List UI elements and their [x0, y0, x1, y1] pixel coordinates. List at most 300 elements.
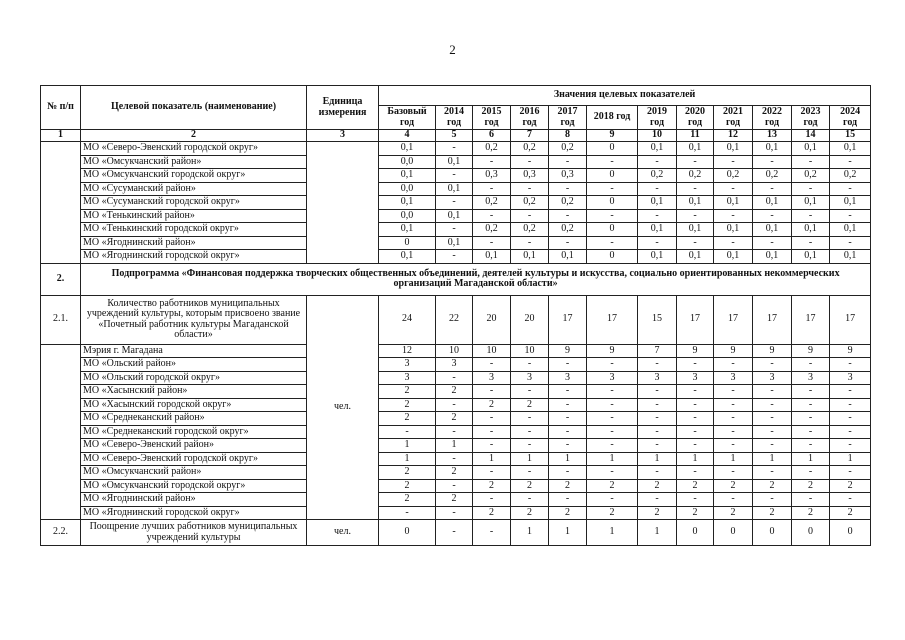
header-column-number: 14 [792, 130, 830, 142]
table-row [41, 358, 871, 372]
value-cell: 1 [549, 520, 587, 546]
value-cell: - [473, 236, 511, 250]
value-cell: - [677, 182, 714, 196]
value-cell: 0,1 [753, 223, 792, 237]
value-cell: 1 [379, 452, 436, 466]
value-cell: 0 [677, 520, 714, 546]
value-cell: 3 [714, 371, 753, 385]
header-year: 2015 год [473, 106, 511, 130]
value-cell: 2 [587, 506, 638, 520]
value-cell: 0,2 [677, 169, 714, 183]
value-cell: 0,1 [379, 250, 436, 264]
value-cell: 2 [753, 506, 792, 520]
value-cell: 2 [379, 466, 436, 480]
value-cell: - [792, 236, 830, 250]
value-cell: - [436, 169, 473, 183]
value-cell: 0,2 [473, 223, 511, 237]
value-cell: - [677, 358, 714, 372]
value-cell: - [677, 398, 714, 412]
value-cell: - [830, 155, 871, 169]
value-cell: 1 [379, 439, 436, 453]
municipality-name: МО «Омсукчанский городской округ» [81, 169, 307, 183]
value-cell: - [638, 182, 677, 196]
value-cell: 0,1 [511, 250, 549, 264]
table-row [41, 466, 871, 480]
value-cell: 0,3 [473, 169, 511, 183]
unit-cell: чел. [307, 295, 379, 520]
table-row [41, 344, 871, 358]
value-cell: - [436, 479, 473, 493]
page-number: 2 [449, 42, 456, 57]
value-cell: 0,1 [792, 223, 830, 237]
municipality-name: МО «Ягоднинский городской округ» [81, 250, 307, 264]
municipality-name: Мэрия г. Магадана [81, 344, 307, 358]
value-cell: 0,1 [714, 250, 753, 264]
value-cell: 2 [436, 493, 473, 507]
value-cell: - [677, 412, 714, 426]
indicator-number: 2.2. [41, 520, 81, 546]
value-cell: 0,1 [714, 142, 753, 156]
header-column-number: 1 [41, 130, 81, 142]
value-cell: - [714, 358, 753, 372]
value-cell: 0,1 [753, 196, 792, 210]
value-cell: 2 [830, 506, 871, 520]
header-year: 2016 год [511, 106, 549, 130]
value-cell: - [792, 155, 830, 169]
table-row [41, 209, 871, 223]
value-cell: 0,2 [473, 196, 511, 210]
value-cell: - [638, 385, 677, 399]
value-cell: - [549, 385, 587, 399]
value-cell: - [587, 466, 638, 480]
value-cell: 0,2 [473, 142, 511, 156]
table-row [41, 142, 871, 156]
value-cell: - [436, 142, 473, 156]
value-cell: 0 [379, 520, 436, 546]
value-cell: 0,1 [638, 142, 677, 156]
value-cell: - [436, 520, 473, 546]
value-cell: 0 [714, 520, 753, 546]
value-cell: - [638, 466, 677, 480]
table-row [41, 371, 871, 385]
value-cell: - [792, 439, 830, 453]
value-cell: - [714, 209, 753, 223]
municipality-name: МО «Ольский городской округ» [81, 371, 307, 385]
value-cell: 1 [587, 452, 638, 466]
value-cell: - [792, 358, 830, 372]
header-column-number: 10 [638, 130, 677, 142]
value-cell: 0,3 [549, 169, 587, 183]
indicator-number: 2.1. [41, 295, 81, 344]
value-cell: 0,1 [677, 250, 714, 264]
unit-cell [307, 142, 379, 264]
value-cell: 0,0 [379, 209, 436, 223]
value-cell: - [473, 425, 511, 439]
value-cell: - [830, 412, 871, 426]
value-cell: 0,2 [511, 142, 549, 156]
indicator-name: Поощрение лучших работников муниципальных учреждений культуры [81, 520, 307, 546]
table-row [41, 155, 871, 169]
value-cell: - [830, 398, 871, 412]
value-cell: - [549, 466, 587, 480]
value-cell: - [830, 439, 871, 453]
value-cell: 0,1 [436, 209, 473, 223]
value-cell: - [436, 250, 473, 264]
value-cell: - [587, 412, 638, 426]
value-cell: - [436, 425, 473, 439]
value-cell: - [587, 182, 638, 196]
value-cell: 0,2 [549, 223, 587, 237]
value-cell: 0 [379, 236, 436, 250]
value-cell: - [638, 412, 677, 426]
value-cell: 1 [511, 452, 549, 466]
municipality-name: МО «Тенькинский район» [81, 209, 307, 223]
value-cell: 0,1 [379, 196, 436, 210]
value-cell: - [714, 412, 753, 426]
value-cell: 0 [753, 520, 792, 546]
value-cell: 0,1 [549, 250, 587, 264]
header-indicator: Целевой показатель (наименование) [81, 86, 307, 130]
value-cell: - [677, 493, 714, 507]
value-cell: - [638, 493, 677, 507]
value-cell: - [677, 466, 714, 480]
value-cell: - [511, 466, 549, 480]
value-cell: - [792, 493, 830, 507]
value-cell: 1 [436, 439, 473, 453]
value-cell: 2 [677, 506, 714, 520]
value-cell: 0,1 [638, 196, 677, 210]
value-cell: - [436, 223, 473, 237]
value-cell: - [436, 398, 473, 412]
header-column-number: 4 [379, 130, 436, 142]
value-cell: 3 [511, 371, 549, 385]
value-cell: 2 [473, 479, 511, 493]
table-row [41, 452, 871, 466]
header-year: 2022 год [753, 106, 792, 130]
number-cell [41, 344, 81, 520]
value-cell: - [473, 358, 511, 372]
header-year: 2024 год [830, 106, 871, 130]
value-cell: 2 [379, 479, 436, 493]
value-cell: - [638, 155, 677, 169]
value-cell: 17 [714, 295, 753, 344]
value-cell: - [549, 493, 587, 507]
value-cell: - [511, 385, 549, 399]
value-cell: 2 [792, 479, 830, 493]
value-cell: - [830, 358, 871, 372]
value-cell: - [753, 209, 792, 223]
header-year: Базовый год [379, 106, 436, 130]
value-cell: 10 [473, 344, 511, 358]
value-cell: 9 [587, 344, 638, 358]
value-cell: - [379, 506, 436, 520]
header-column-number: 9 [587, 130, 638, 142]
subprogram-row [41, 263, 871, 295]
value-cell: - [473, 466, 511, 480]
header-year: 2018 год [587, 106, 638, 130]
value-cell: 2 [714, 479, 753, 493]
value-cell: - [714, 493, 753, 507]
value-cell: 0,1 [830, 250, 871, 264]
table-row [41, 196, 871, 210]
value-cell: 9 [792, 344, 830, 358]
value-cell: - [473, 155, 511, 169]
header-column-number: 11 [677, 130, 714, 142]
header-column-number: 6 [473, 130, 511, 142]
value-cell: 2 [638, 479, 677, 493]
value-cell: 0 [587, 196, 638, 210]
value-cell: - [511, 236, 549, 250]
header-column-number: 13 [753, 130, 792, 142]
value-cell: - [753, 493, 792, 507]
value-cell: 0,1 [714, 223, 753, 237]
header-column-number: 8 [549, 130, 587, 142]
value-cell: 1 [638, 452, 677, 466]
value-cell: 17 [830, 295, 871, 344]
value-cell: 1 [549, 452, 587, 466]
value-cell: 1 [587, 520, 638, 546]
value-cell: 3 [473, 371, 511, 385]
value-cell: - [792, 425, 830, 439]
unit-cell: чел. [307, 520, 379, 546]
value-cell: 2 [511, 398, 549, 412]
value-cell: - [549, 425, 587, 439]
header-column-number: 12 [714, 130, 753, 142]
value-cell: 0,1 [638, 223, 677, 237]
value-cell: - [714, 425, 753, 439]
value-cell: - [473, 520, 511, 546]
value-cell: - [436, 452, 473, 466]
value-cell: - [638, 236, 677, 250]
value-cell: - [473, 385, 511, 399]
table-row [41, 412, 871, 426]
value-cell: 2 [587, 479, 638, 493]
value-cell: 17 [753, 295, 792, 344]
municipality-name: МО «Ольский район» [81, 358, 307, 372]
value-cell: - [677, 425, 714, 439]
value-cell: 9 [677, 344, 714, 358]
value-cell: 0,1 [677, 196, 714, 210]
value-cell: - [753, 182, 792, 196]
value-cell: 0 [792, 520, 830, 546]
value-cell: - [587, 385, 638, 399]
municipality-name: МО «Хасынский район» [81, 385, 307, 399]
value-cell: 2 [436, 412, 473, 426]
value-cell: - [830, 385, 871, 399]
value-cell: 0 [587, 142, 638, 156]
table-row [41, 169, 871, 183]
value-cell: 0,1 [379, 223, 436, 237]
value-cell: 2 [549, 506, 587, 520]
header-year: 2023 год [792, 106, 830, 130]
value-cell: 0 [587, 250, 638, 264]
value-cell: - [549, 155, 587, 169]
value-cell: - [830, 209, 871, 223]
value-cell: 3 [830, 371, 871, 385]
value-cell: 3 [677, 371, 714, 385]
value-cell: 3 [549, 371, 587, 385]
value-cell: 1 [830, 452, 871, 466]
value-cell: 2 [436, 466, 473, 480]
value-cell: 17 [549, 295, 587, 344]
value-cell: 0,1 [436, 236, 473, 250]
value-cell: - [792, 209, 830, 223]
value-cell: 0,1 [473, 250, 511, 264]
value-cell: 0,1 [792, 196, 830, 210]
value-cell: 0,0 [379, 182, 436, 196]
value-cell: - [511, 425, 549, 439]
value-cell: 9 [549, 344, 587, 358]
value-cell: 20 [473, 295, 511, 344]
value-cell: - [511, 182, 549, 196]
value-cell: 0 [587, 223, 638, 237]
table-row [41, 223, 871, 237]
value-cell: - [792, 385, 830, 399]
value-cell: - [677, 385, 714, 399]
value-cell: 2 [549, 479, 587, 493]
value-cell: 1 [511, 520, 549, 546]
header-column-number: 2 [81, 130, 307, 142]
value-cell: - [638, 425, 677, 439]
value-cell: - [830, 182, 871, 196]
value-cell: - [436, 196, 473, 210]
value-cell: - [753, 155, 792, 169]
value-cell: 2 [830, 479, 871, 493]
value-cell: - [677, 209, 714, 223]
value-cell: - [511, 493, 549, 507]
value-cell: 9 [714, 344, 753, 358]
subprogram-title: Подпрограмма «Финансовая поддержка творческих общественных объединений, деятелей культуры и искусства, социально ориентированных некоммерческих организаций Магаданской области» [81, 263, 871, 295]
municipality-name: МО «Ягоднинский район» [81, 236, 307, 250]
municipality-name: МО «Ягоднинский район» [81, 493, 307, 507]
value-cell: 0,2 [638, 169, 677, 183]
value-cell: 2 [792, 506, 830, 520]
value-cell: - [549, 412, 587, 426]
value-cell: - [587, 493, 638, 507]
value-cell: - [549, 358, 587, 372]
value-cell: 0 [587, 169, 638, 183]
header-year: 2021 год [714, 106, 753, 130]
value-cell: 0,1 [379, 142, 436, 156]
value-cell: - [792, 466, 830, 480]
value-cell: 0,1 [714, 196, 753, 210]
value-cell: 22 [436, 295, 473, 344]
value-cell: - [830, 493, 871, 507]
value-cell: - [714, 385, 753, 399]
value-cell: - [511, 439, 549, 453]
value-cell: - [473, 412, 511, 426]
value-cell: 7 [638, 344, 677, 358]
value-cell: 3 [379, 371, 436, 385]
indicator-row [41, 520, 871, 546]
value-cell: - [587, 398, 638, 412]
value-cell: 20 [511, 295, 549, 344]
value-cell: 0,1 [638, 250, 677, 264]
value-cell: - [753, 425, 792, 439]
value-cell: 1 [792, 452, 830, 466]
value-cell: - [753, 439, 792, 453]
value-cell: - [714, 398, 753, 412]
value-cell: - [714, 439, 753, 453]
value-cell: 9 [753, 344, 792, 358]
value-cell: - [511, 358, 549, 372]
value-cell: 0,1 [753, 250, 792, 264]
value-cell: - [379, 425, 436, 439]
value-cell: 3 [638, 371, 677, 385]
value-cell: 0,1 [830, 223, 871, 237]
table-row [41, 182, 871, 196]
value-cell: 1 [638, 520, 677, 546]
value-cell: 2 [638, 506, 677, 520]
value-cell: - [549, 439, 587, 453]
value-cell: - [587, 439, 638, 453]
municipality-name: МО «Северо-Эвенский район» [81, 439, 307, 453]
value-cell: 0,1 [830, 196, 871, 210]
value-cell: 9 [830, 344, 871, 358]
value-cell: - [753, 466, 792, 480]
value-cell: - [511, 412, 549, 426]
value-cell: - [638, 439, 677, 453]
value-cell: - [473, 209, 511, 223]
value-cell: - [587, 209, 638, 223]
value-cell: 0,2 [549, 142, 587, 156]
header-column-number: 5 [436, 130, 473, 142]
value-cell: 2 [473, 506, 511, 520]
value-cell: 0,1 [753, 142, 792, 156]
header-year: 2019 год [638, 106, 677, 130]
value-cell: - [436, 371, 473, 385]
municipality-name: МО «Омсукчанский городской округ» [81, 479, 307, 493]
value-cell: 2 [677, 479, 714, 493]
value-cell: 2 [753, 479, 792, 493]
value-cell: - [830, 425, 871, 439]
table-row [41, 385, 871, 399]
value-cell: 0,1 [436, 182, 473, 196]
value-cell: 0,2 [792, 169, 830, 183]
value-cell: 1 [714, 452, 753, 466]
value-cell: 0,1 [830, 142, 871, 156]
header-column-number: 15 [830, 130, 871, 142]
value-cell: - [714, 182, 753, 196]
value-cell: 0,1 [436, 155, 473, 169]
value-cell: 0,3 [511, 169, 549, 183]
value-cell: 2 [511, 479, 549, 493]
value-cell: - [830, 466, 871, 480]
table-row [41, 493, 871, 507]
value-cell: 17 [792, 295, 830, 344]
indicators-table [40, 85, 871, 546]
value-cell: - [753, 412, 792, 426]
value-cell: 10 [436, 344, 473, 358]
value-cell: - [677, 155, 714, 169]
value-cell: 0,2 [549, 196, 587, 210]
municipality-name: МО «Хасынский городской округ» [81, 398, 307, 412]
value-cell: 0,1 [792, 142, 830, 156]
table-row [41, 479, 871, 493]
header-column-number: 3 [307, 130, 379, 142]
value-cell: 3 [753, 371, 792, 385]
value-cell: 3 [436, 358, 473, 372]
value-cell: - [677, 439, 714, 453]
table-row [41, 425, 871, 439]
header-unit: Единица измерения [307, 86, 379, 130]
value-cell: 0,2 [511, 196, 549, 210]
value-cell: 3 [379, 358, 436, 372]
value-cell: 0,2 [511, 223, 549, 237]
value-cell: 2 [436, 385, 473, 399]
header-year: 2017 год [549, 106, 587, 130]
value-cell: 2 [473, 398, 511, 412]
